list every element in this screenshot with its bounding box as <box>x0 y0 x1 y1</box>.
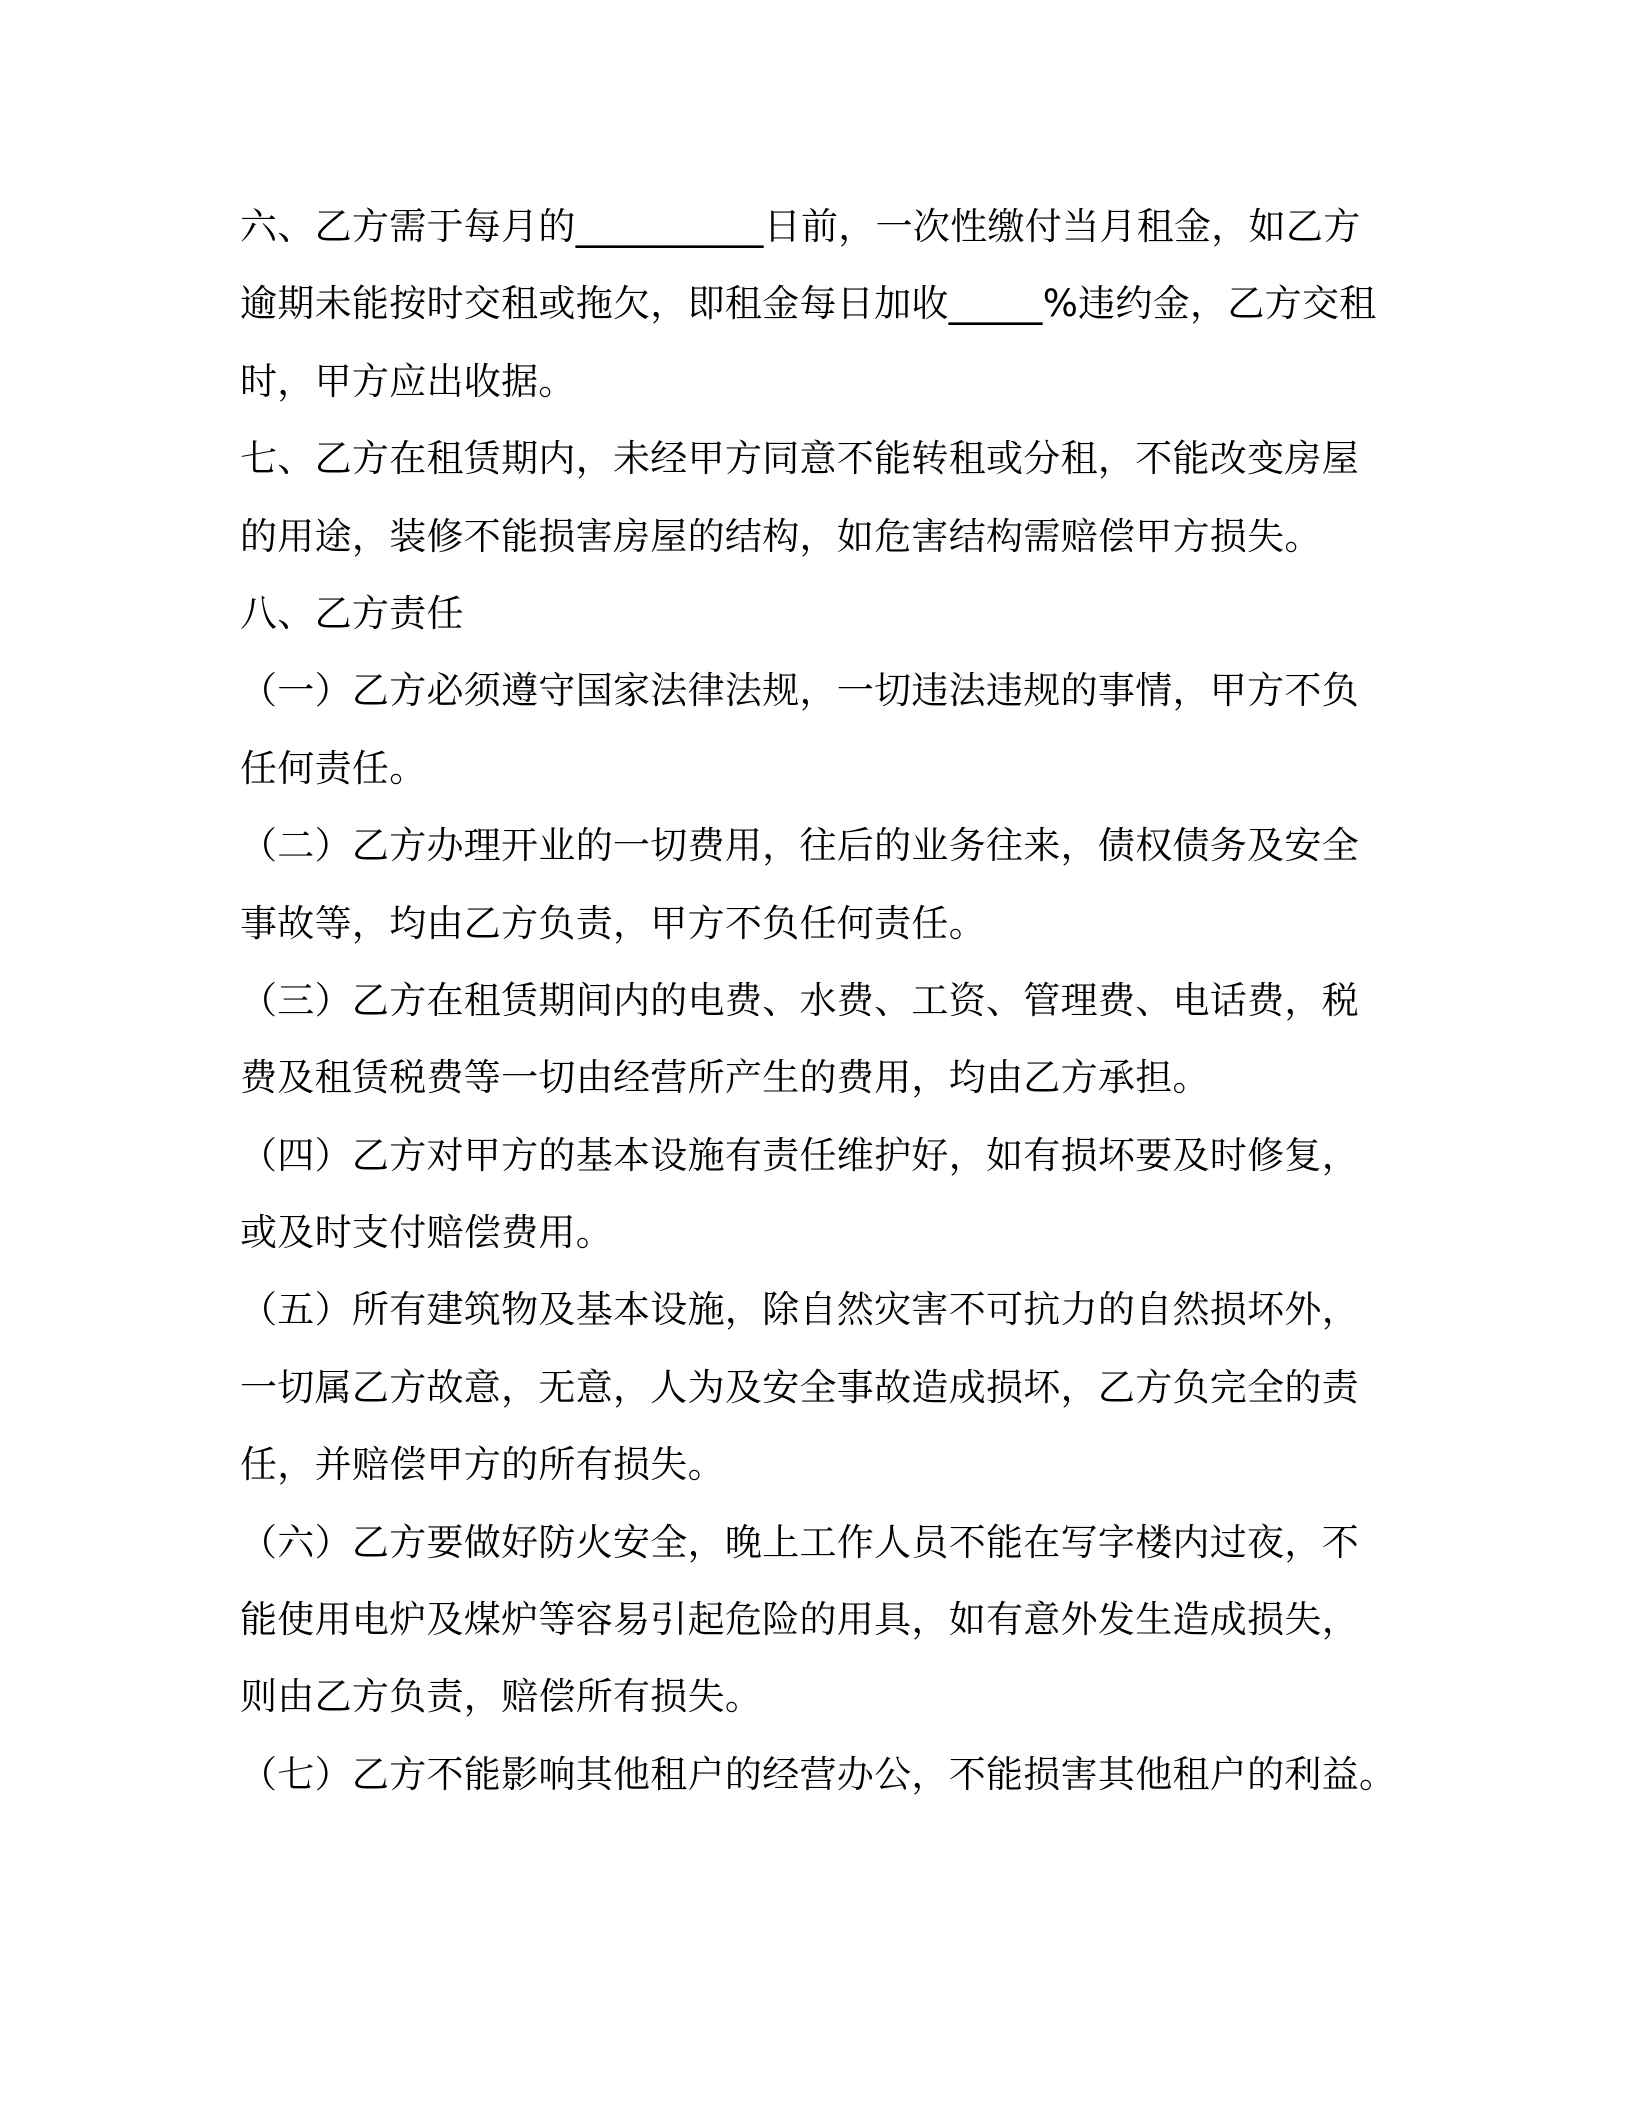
text-line: 六、乙方需于每月的__________日前，一次性缴付当月租金，如乙方 <box>240 205 1361 248</box>
text-line: 费及租赁税费等一切由经营所产生的费用，均由乙方承担。 <box>240 1056 1210 1100</box>
text-line: （六）乙方要做好防火安全，晚上工作人员不能在写字楼内过夜，不 <box>240 1520 1359 1564</box>
text-line: 任何责任。 <box>240 746 427 790</box>
text-line: 能使用电炉及煤炉等容易引起危险的用具，如有意外发生造成损失， <box>240 1598 1359 1642</box>
text-line: （五）所有建筑物及基本设施，除自然灾害不可抗力的自然损坏外， <box>240 1288 1359 1332</box>
text-line: （四）乙方对甲方的基本设施有责任维护好，如有损坏要及时修复， <box>240 1133 1359 1177</box>
text-line: 七、乙方在租赁期内，未经甲方同意不能转租或分租，不能改变房屋 <box>240 437 1359 481</box>
text-line: 的用途，装修不能损害房屋的结构，如危害结构需赔偿甲方损失。 <box>240 514 1322 558</box>
text-line: 任，并赔偿甲方的所有损失。 <box>240 1443 725 1487</box>
text-line: 一切属乙方故意，无意，人为及安全事故造成损坏，乙方负完全的责 <box>240 1365 1359 1409</box>
text-line: （一）乙方必须遵守国家法律法规，一切违法违规的事情，甲方不负 <box>240 669 1359 713</box>
text-line: （三）乙方在租赁期间内的电费、水费、工资、管理费、电话费，税 <box>240 978 1359 1022</box>
text-line: 事故等，均由乙方负责，甲方不负任何责任。 <box>240 901 986 945</box>
text-line: 则由乙方负责，赔偿所有损失。 <box>240 1675 763 1719</box>
text-line: （二）乙方办理开业的一切费用，往后的业务往来，债权债务及安全 <box>240 824 1359 868</box>
text-line: （七）乙方不能影响其他租户的经营办公，不能损害其他租户的利益。 <box>240 1752 1397 1796</box>
document-body <box>240 188 1410 1813</box>
text-line: 时，甲方应出收据。 <box>240 359 576 403</box>
text-line: 或及时支付赔偿费用。 <box>240 1211 613 1255</box>
section-heading: 八、乙方责任 <box>240 591 464 635</box>
text-line: 逾期未能按时交租或拖欠，即租金每日加收_____%违约金，乙方交租 <box>240 282 1377 326</box>
